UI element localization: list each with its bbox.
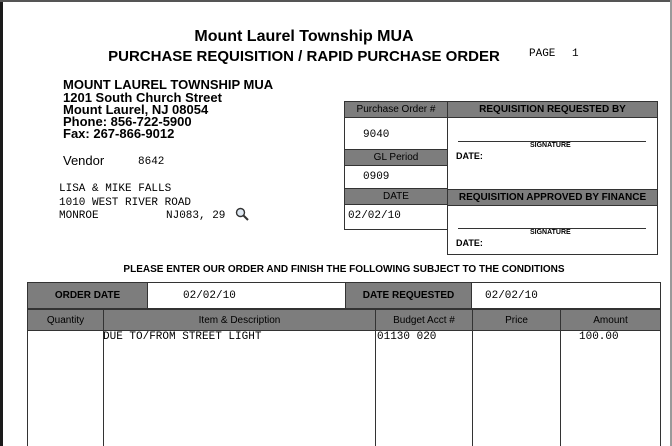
org-fax: Fax: 267-866-9012 <box>63 126 175 141</box>
org-phone: Phone: 856-722-5900 <box>63 114 192 129</box>
order-date-label: ORDER DATE <box>54 290 121 301</box>
col-amount: Amount <box>593 315 628 326</box>
requested-by-header <box>447 101 658 118</box>
page-number: 1 <box>572 48 579 60</box>
vendor-label: Vendor <box>63 153 105 168</box>
gl-period-cell <box>344 165 448 189</box>
col-quantity: Quantity <box>46 315 85 326</box>
date-requested-label: DATE REQUESTED <box>362 290 455 301</box>
table-divider-3 <box>472 309 473 446</box>
approved-signature-caption: SIGNATURE <box>530 229 571 236</box>
po-date-header <box>344 188 448 205</box>
gl-period-label: GL Period <box>373 152 419 163</box>
vendor-name: LISA & MIKE FALLS <box>59 183 172 195</box>
po-number-label: Purchase Order # <box>356 104 436 115</box>
po-number-header <box>344 101 448 118</box>
approved-by-label: REQUISITION APPROVED BY FINANCE <box>458 192 647 203</box>
table-divider-1 <box>103 309 104 446</box>
org-city: Mount Laurel, NJ 08054 <box>63 102 209 117</box>
po-date-cell <box>344 204 448 230</box>
vendor-number: 8642 <box>138 156 165 168</box>
approved-date-label: DATE: <box>456 238 483 248</box>
requested-by-label: REQUISITION REQUESTED BY <box>479 104 626 115</box>
org-street: 1201 South Church Street <box>63 90 222 105</box>
requested-date-label: DATE: <box>456 151 483 161</box>
gl-period-header <box>344 149 448 166</box>
approved-by-header <box>447 189 658 206</box>
po-date-value: 02/02/10 <box>348 210 401 222</box>
window-left-edge <box>0 0 3 446</box>
row-budget-acct: 01130 020 <box>377 331 437 343</box>
gl-period-value: 0909 <box>363 171 390 183</box>
col-budget-acct: Budget Acct # <box>393 315 455 326</box>
date-requested-header <box>345 282 472 309</box>
order-date-value: 02/02/10 <box>183 290 236 302</box>
row-amount: 100.00 <box>579 331 619 343</box>
org-title: Mount Laurel Township MUA <box>194 28 414 45</box>
col-item-description: Item & Description <box>198 315 281 326</box>
form-title: PURCHASE REQUISITION / RAPID PURCHASE ORDER <box>108 48 500 65</box>
po-number-cell <box>344 117 448 150</box>
vendor-street: 1010 WEST RIVER ROAD <box>59 197 192 209</box>
requested-signature-caption: SIGNATURE <box>530 142 571 149</box>
table-border-right <box>660 309 661 446</box>
date-requested-value: 02/02/10 <box>485 290 538 302</box>
table-border-left <box>27 309 28 446</box>
approved-by-area <box>447 205 658 255</box>
po-date-label: DATE <box>383 191 409 202</box>
conditions-notice: PLEASE ENTER OUR ORDER AND FINISH THE FOLLOWING SUBJECT TO THE CONDITIONS <box>123 264 565 275</box>
order-date-header <box>27 282 148 309</box>
page-label: PAGE <box>529 48 556 60</box>
vendor-state-zip: NJ083, 29 <box>166 210 226 222</box>
table-divider-4 <box>560 309 561 446</box>
org-name: MOUNT LAUREL TOWNSHIP MUA <box>63 77 274 92</box>
zoom-magnifier-icon[interactable] <box>235 207 249 221</box>
vendor-city: MONROE <box>59 210 99 222</box>
po-number-value: 9040 <box>363 129 390 141</box>
requested-by-area <box>447 117 658 190</box>
col-price: Price <box>505 315 528 326</box>
row-description: DUE TO/FROM STREET LIGHT <box>103 331 262 343</box>
table-divider-2 <box>375 309 376 446</box>
window-top-edge <box>0 0 672 2</box>
